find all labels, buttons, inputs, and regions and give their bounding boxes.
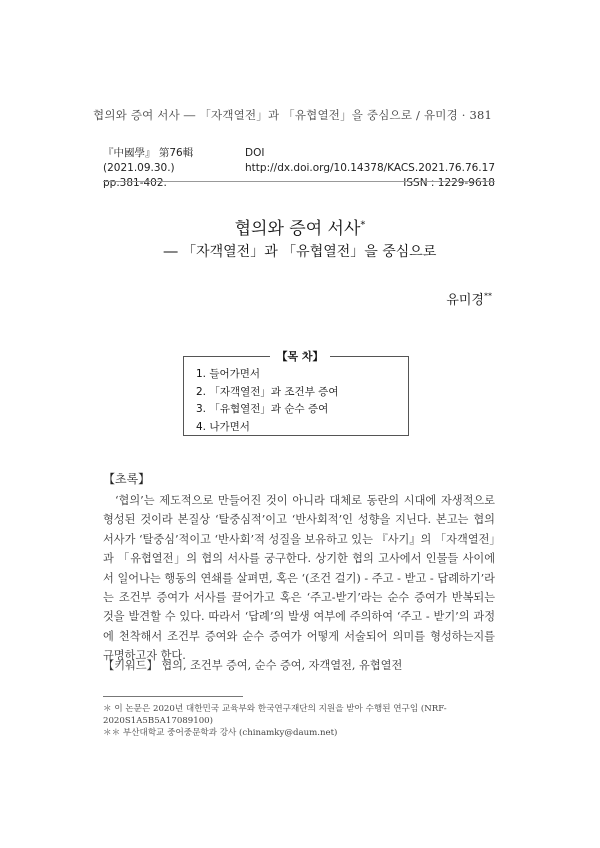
keywords: 【키워드】 협의, 조건부 증여, 순수 증여, 자객열전, 유협열전	[103, 659, 403, 672]
toc-item[interactable]: 3. 「유협열전」과 순수 증여	[196, 403, 329, 415]
footnote-author: ＊＊ 부산대학교 중어중문학과 강사 (chinamky@daum.net)	[103, 728, 338, 739]
toc-item[interactable]: 4. 나가면서	[196, 420, 250, 433]
article-title-text: 협의와 증여 서사	[234, 219, 361, 239]
article-subtitle: ― 「자객열전」과 「유협열전」을 중심으로	[163, 244, 437, 260]
author-footnote-mark[interactable]: **	[484, 291, 492, 301]
running-head: 협의와 증여 서사 ― 「자객열전」과 「유협열전」을 중심으로 / 유미경 · 381	[93, 108, 492, 122]
journal-divider	[103, 181, 495, 182]
journal-pages: pp.381-402.	[103, 177, 167, 189]
toc-title	[0, 348, 600, 364]
abstract-heading: 【초록】	[103, 472, 151, 486]
toc-title-text: 【목 차】	[270, 350, 329, 363]
journal-doi[interactable]: DOI http://dx.doi.org/10.14378/KACS.2021.76.76.17	[245, 147, 496, 174]
title-footnote-mark[interactable]: *	[360, 219, 366, 231]
toc-list	[196, 366, 338, 436]
article-title	[0, 214, 600, 239]
abstract-text: ‘협의’는 제도적으로 만들어진 것이 아니라 대체로 동란의 시대에 자생적으로 형성된 것이라 본질상 ‘탈중심적’이고 ‘반사회적’인 성향을 지닌다. 본고는 협의 서사가 ‘탈중심’적이고 ‘반사회’적 성질을 보유하고 있는 『사기』의 「자객열전」과 「유협열전」의 협의 서사를 궁구한다. 상기한 협의 고사에서 인물들 사이에서 일어나는 행동의 연쇄를 살펴면, 혹은 ‘(조건 걸기) - 주고 - 받고 - 답례하기’라는 조건부 증여가 서사를 끌어가고 혹은 ‘주고-받기’라는 순수 증여가 반복되는 것을 발견할 수 있다. 따라서 ‘답례’의 발생 여부에 주의하여 ‘주고 - 받기’의 과정에 천착해서 조건부 증여와 순수 증여가 어떻게 서술되어 의미를 형성하는지를 규명하고자 한다.	[103, 494, 495, 663]
journal-issn: ISSN : 1229-9618	[403, 177, 495, 189]
journal-info	[103, 146, 495, 191]
footnote-divider	[103, 696, 243, 697]
footnote-funding: ＊ 이 논문은 2020년 대한민국 교육부와 한국연구재단의 지원을 받아 수행된 연구임 (NRF-2020S1A5B5A17089100)	[103, 704, 447, 727]
toc-item[interactable]: 1. 들어가면서	[196, 368, 261, 380]
footnotes	[103, 703, 503, 740]
journal-citation: 『中國學』 第76輯 (2021.09.30.)	[103, 147, 194, 174]
abstract	[103, 491, 495, 666]
author	[446, 289, 492, 308]
author-name: 유미경	[446, 293, 484, 308]
toc-item[interactable]: 2. 「자객열전」과 조건부 증여	[196, 385, 339, 398]
